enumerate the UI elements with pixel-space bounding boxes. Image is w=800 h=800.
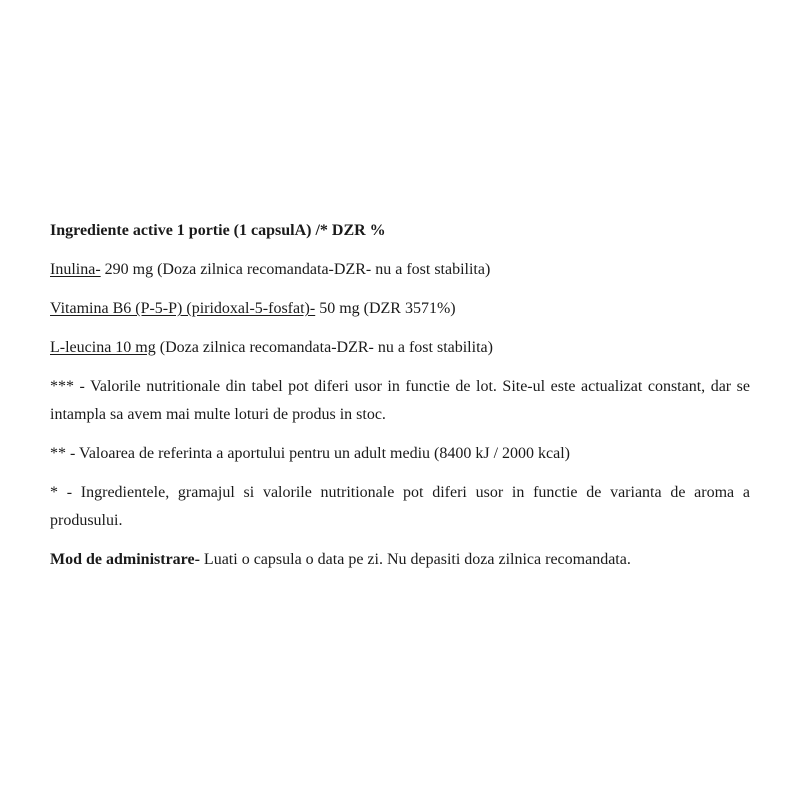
note-double-asterisk: ** - Valoarea de referinta a aportului pentru un adult mediu (8400 kJ / 2000 kcal) bbox=[50, 445, 570, 462]
administration-label: Mod de administrare- bbox=[50, 551, 200, 568]
ingredient-name: Vitamina B6 (P-5-P) (piridoxal-5-fosfat)- bbox=[50, 300, 316, 317]
ingredient-detail: 50 mg (DZR 3571%) bbox=[315, 300, 456, 317]
ingredients-heading: Ingrediente active 1 portie (1 capsulA) /* DZR % bbox=[50, 222, 386, 239]
ingredient-name: L-leucina 10 mg bbox=[50, 339, 156, 356]
document-body bbox=[50, 217, 750, 574]
ingredient-detail: 290 mg (Doza zilnica recomandata-DZR- nu a fost stabilita) bbox=[100, 261, 491, 278]
administration-line bbox=[50, 546, 750, 574]
administration-text: Luati o capsula o data pe zi. Nu depasiti doza zilnica recomandata. bbox=[199, 551, 631, 568]
note-triple-asterisk: *** - Valorile nutritionale din tabel pot diferi usor in functie de lot. Site-ul este actualizat constant, dar se intampla sa avem mai multe loturi de produs in stoc. bbox=[50, 378, 750, 423]
ingredient-line-l-leucina bbox=[50, 334, 750, 362]
ingredient-detail: (Doza zilnica recomandata-DZR- nu a fost stabilita) bbox=[155, 339, 493, 356]
ingredient-line-inulina bbox=[50, 256, 750, 284]
note-single-asterisk: * - Ingredientele, gramajul si valorile nutritionale pot diferi usor in functie de varianta de aroma a produsului. bbox=[50, 484, 750, 529]
ingredient-name: Inulina- bbox=[50, 261, 101, 278]
ingredient-line-vitamina-b6 bbox=[50, 295, 750, 323]
